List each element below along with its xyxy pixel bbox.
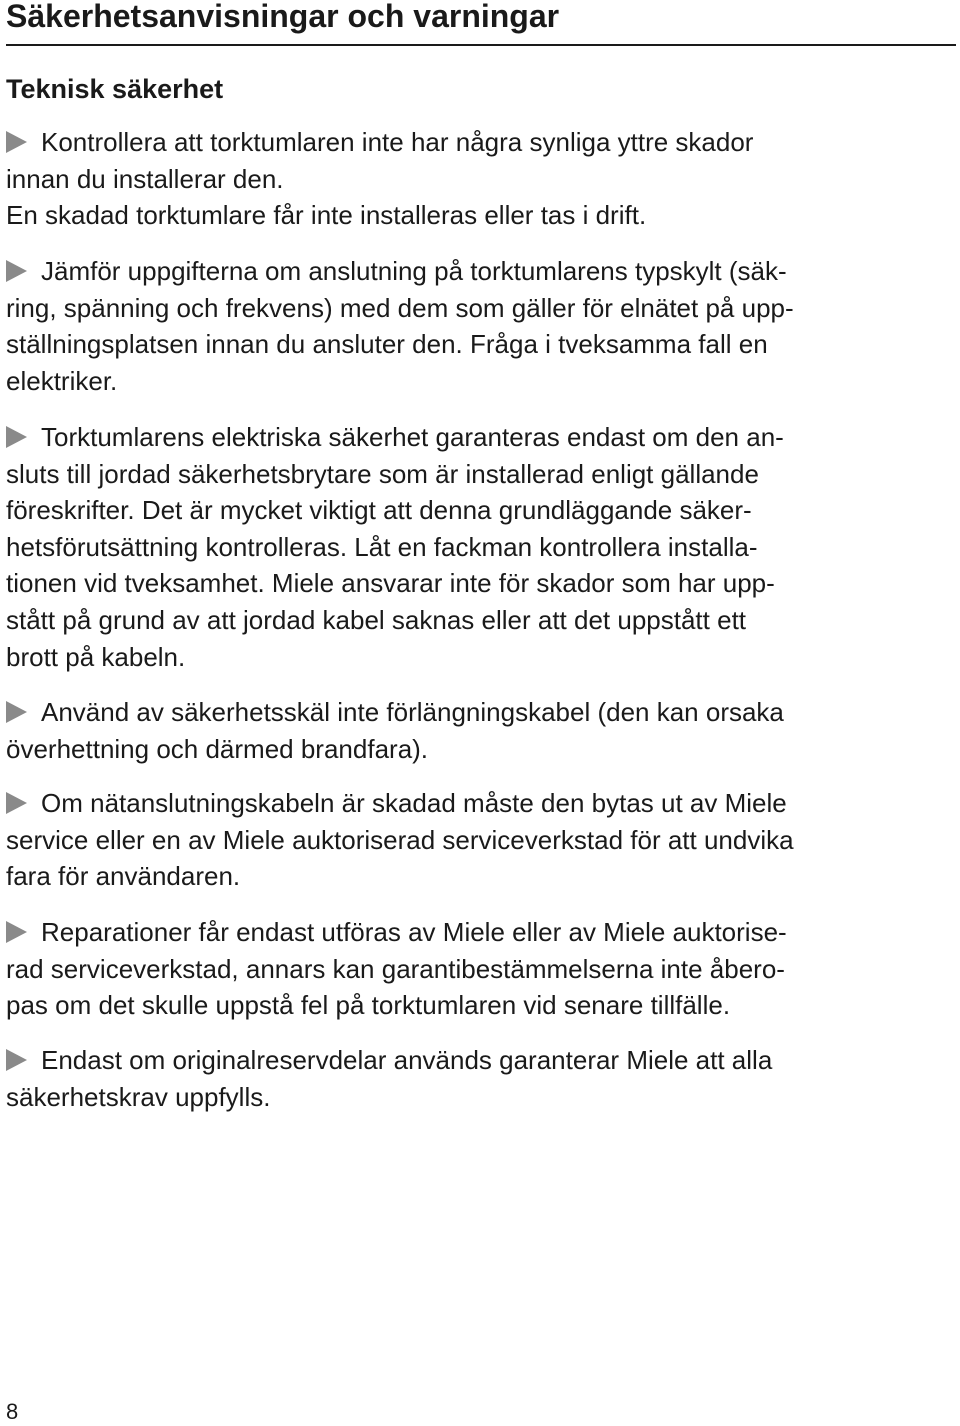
right-triangle-icon <box>6 792 27 814</box>
safety-item-2-line-3: ställningsplatsen innan du ansluter den. Fråga i tveksamma fall en <box>6 329 768 360</box>
safety-item-3-line-5: tionen vid tveksamhet. Miele ansvarar inte för skador som har upp- <box>6 568 775 599</box>
safety-item-3-line-4: hetsförutsättning kontrolleras. Låt en fackman kontrollera installa- <box>6 531 758 562</box>
page-number: 8 <box>6 1399 19 1424</box>
safety-item-6-line-2: rad serviceverkstad, annars kan garantibestämmelserna inte åbero- <box>6 953 785 984</box>
safety-item-6-line-3: pas om det skulle uppstå fel på torktumlaren vid senare tillfälle. <box>6 990 731 1021</box>
page-title: Säkerhetsanvisningar och varningar <box>6 0 560 34</box>
safety-item-3-line-3: föreskrifter. Det är mycket viktigt att denna grundläggande säker- <box>6 495 752 526</box>
safety-item-2-line-2: ring, spänning och frekvens) med dem som gäller för elnätet på upp- <box>6 292 794 323</box>
section-heading: Teknisk säkerhet <box>6 74 224 104</box>
right-triangle-icon <box>6 701 27 723</box>
safety-item-7-line-1: Endast om originalreservdelar används garanterar Miele att alla <box>41 1045 773 1075</box>
safety-item-6-line-1: Reparationer får endast utföras av Miele eller av Miele auktorise- <box>41 917 787 947</box>
safety-item-3 <box>6 419 946 675</box>
right-triangle-icon <box>6 131 27 153</box>
safety-item-7-line-2: säkerhetskrav uppfylls. <box>6 1081 271 1112</box>
safety-item-3-line-2: sluts till jordad säkerhetsbrytare som är installerad enligt gällande <box>6 458 759 489</box>
safety-item-2-line-1: Jämför uppgifterna om anslutning på torktumlarens typskylt (säk- <box>41 256 787 286</box>
safety-item-4-line-1: Använd av säkerhetsskäl inte förlängningskabel (den kan orsaka <box>41 697 784 727</box>
safety-item-5 <box>6 785 946 895</box>
safety-item-4-line-2: överhettning och därmed brandfara). <box>6 733 429 764</box>
safety-item-1-line-3: En skadad torktumlare får inte installeras eller tas i drift. <box>6 200 647 231</box>
safety-item-2-line-4: elektriker. <box>6 365 118 396</box>
safety-item-4 <box>6 694 946 767</box>
safety-item-1-line-1: Kontrollera att torktumlaren inte har några synliga yttre skador <box>41 127 754 157</box>
safety-item-3-line-1: Torktumlarens elektriska säkerhet garanteras endast om den an- <box>41 422 784 452</box>
safety-item-2 <box>6 253 946 399</box>
safety-item-5-line-3: fara för användaren. <box>6 861 241 892</box>
safety-item-1 <box>6 124 946 234</box>
safety-item-5-line-1: Om nätanslutningskabeln är skadad måste den bytas ut av Miele <box>41 788 787 818</box>
safety-item-3-line-6: stått på grund av att jordad kabel saknas eller att det uppstått ett <box>6 604 747 635</box>
right-triangle-icon <box>6 426 27 448</box>
right-triangle-icon <box>6 1049 27 1071</box>
safety-item-3-line-7: brott på kabeln. <box>6 641 186 672</box>
title-divider <box>6 44 956 46</box>
safety-item-1-line-2: innan du installerar den. <box>6 163 284 194</box>
right-triangle-icon <box>6 260 27 282</box>
safety-item-7 <box>6 1042 946 1115</box>
safety-item-6 <box>6 914 946 1024</box>
right-triangle-icon <box>6 921 27 943</box>
safety-item-5-line-2: service eller en av Miele auktoriserad serviceverkstad för att undvika <box>6 824 794 855</box>
